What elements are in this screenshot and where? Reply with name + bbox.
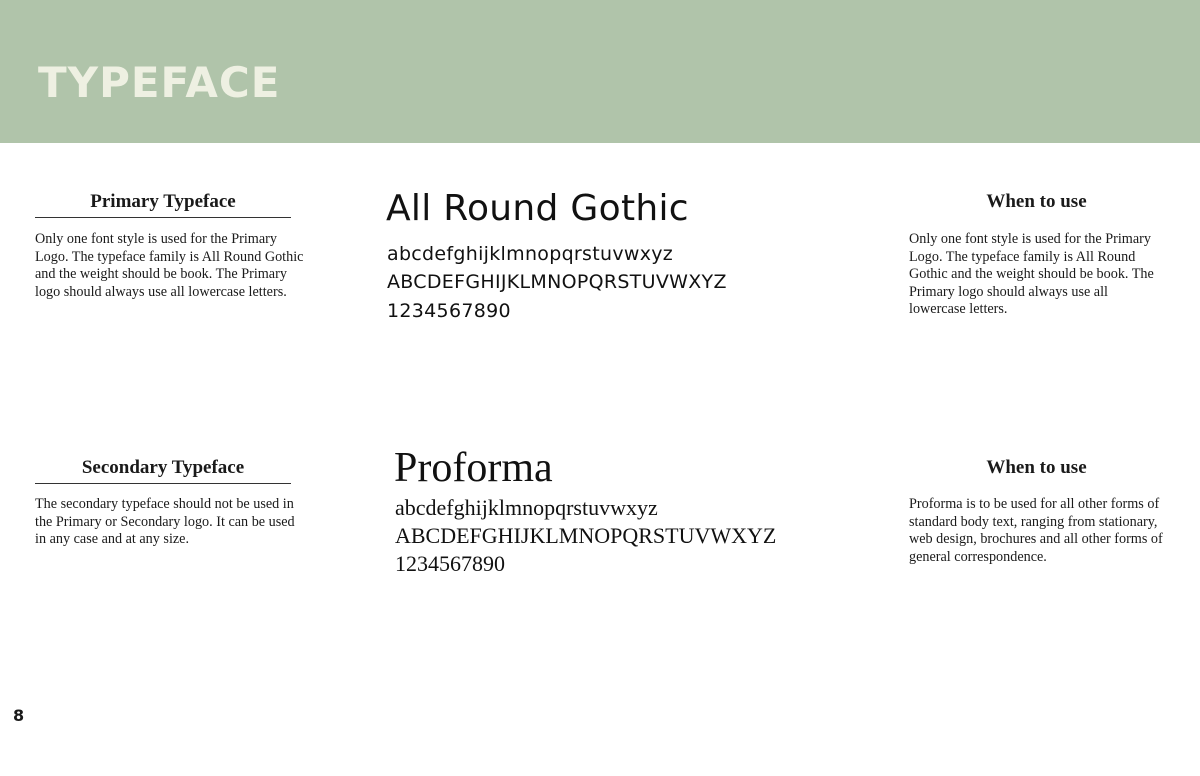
secondary-typeface-description: The secondary typeface should not be used in the Primary or Secondary logo. It can be used in any case and at any size. [35,496,295,548]
primary-specimen-name: All Round Gothic [386,188,689,229]
secondary-specimen-name: Proforma [394,445,553,491]
secondary-specimen-numerals: 1234567890 [395,551,505,576]
page-number: 8 [13,706,25,725]
primary-heading-rule [35,217,291,218]
primary-specimen-uppercase: ABCDEFGHIJKLMNOPQRSTUVWXYZ [387,271,727,293]
secondary-specimen-lowercase: abcdefghijklmnopqrstuvwxyz [395,495,658,520]
secondary-specimen-uppercase: ABCDEFGHIJKLMNOPQRSTUVWXYZ [395,523,777,548]
primary-usage-description: Only one font style is used for the Primary Logo. The typeface family is All Round Gothic and the weight should be book. The Primary logo should always use all lowercase letters. [909,231,1154,318]
primary-usage-heading: When to use [986,191,1087,212]
page-title: TYPEFACE [38,58,281,107]
primary-specimen-numerals: 1234567890 [387,300,511,322]
secondary-typeface-heading: Secondary Typeface [81,457,245,478]
secondary-usage-description: Proforma is to be used for all other forms of standard body text, ranging from stationary, web design, brochures and all other forms of general correspondence. [909,496,1163,565]
page-header [0,0,1200,143]
secondary-usage-heading: When to use [986,457,1087,478]
primary-typeface-heading: Primary Typeface [90,191,236,212]
secondary-heading-rule [35,483,291,484]
primary-typeface-description: Only one font style is used for the Primary Logo. The typeface family is All Round Gothic and the weight should be book. The Primary logo should always use all lowercase letters. [35,231,304,300]
primary-specimen-lowercase: abcdefghijklmnopqrstuvwxyz [387,243,674,265]
